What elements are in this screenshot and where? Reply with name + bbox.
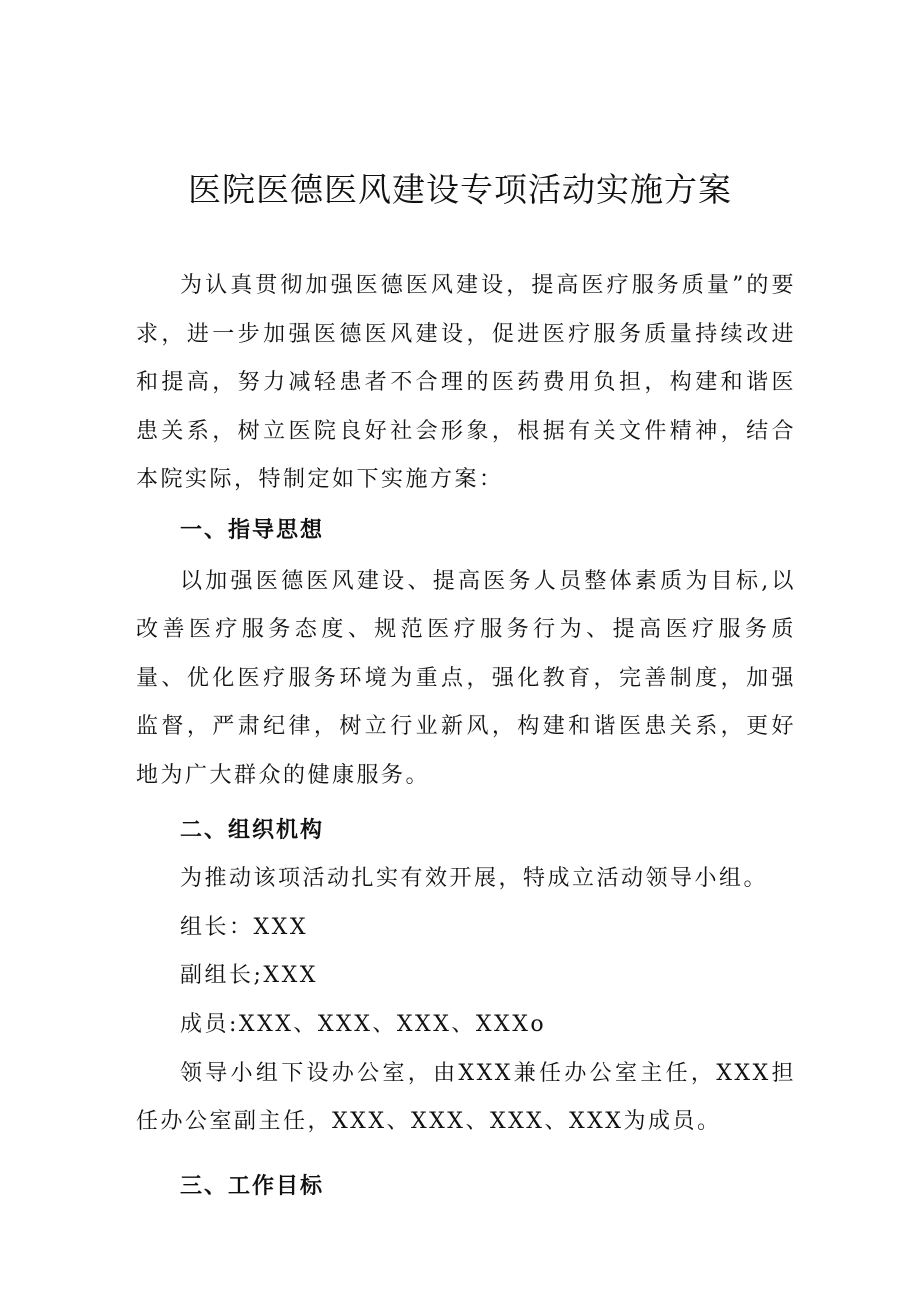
deputy-leader-line: 副组长;XXX: [180, 963, 318, 989]
document-title: 医院医德医风建设专项活动实施方案: [188, 170, 732, 209]
section-heading-work-goals: 三、工作目标: [180, 1173, 325, 1199]
organization-intro-paragraph: 为推动该项活动扎实有效开展，特成立活动领导小组。: [180, 866, 769, 892]
intro-paragraph: 为认真贯彻加强医德医风建设，提高医疗服务质量”的要求，进一步加强医德医风建设，促进医疗服务质量持续改进和提高，努力减轻患者不合理的医药费用负担，构建和谐医患关系，树立医院良好社会形象，根据有关文件精神，结合本院实际，特制定如下实施方案：: [136, 273, 796, 493]
office-paragraph: 领导小组下设办公室，由XXX兼任办公室主任，XXX担任办公室副主任，XXX、XXX、XXX、XXX为成员。: [136, 1060, 796, 1135]
leader-line: 组长：XXX: [180, 914, 308, 940]
members-line: 成员:XXX、XXX、XXX、XXXo: [180, 1011, 547, 1037]
section-heading-organization: 二、组织机构: [180, 817, 325, 843]
section-heading-guiding-ideology: 一、指导思想: [180, 517, 325, 543]
document-body: [136, 262, 796, 1211]
guiding-ideology-paragraph: 以加强医德医风建设、提高医务人员整体素质为目标,以改善医疗服务态度、规范医疗服务行为、提高医疗服务质量、优化医疗服务环境为重点，强化教育，完善制度，加强监督，严肃纪律，树立行业新风，构建和谐医患关系，更好地为广大群众的健康服务。: [136, 568, 796, 788]
